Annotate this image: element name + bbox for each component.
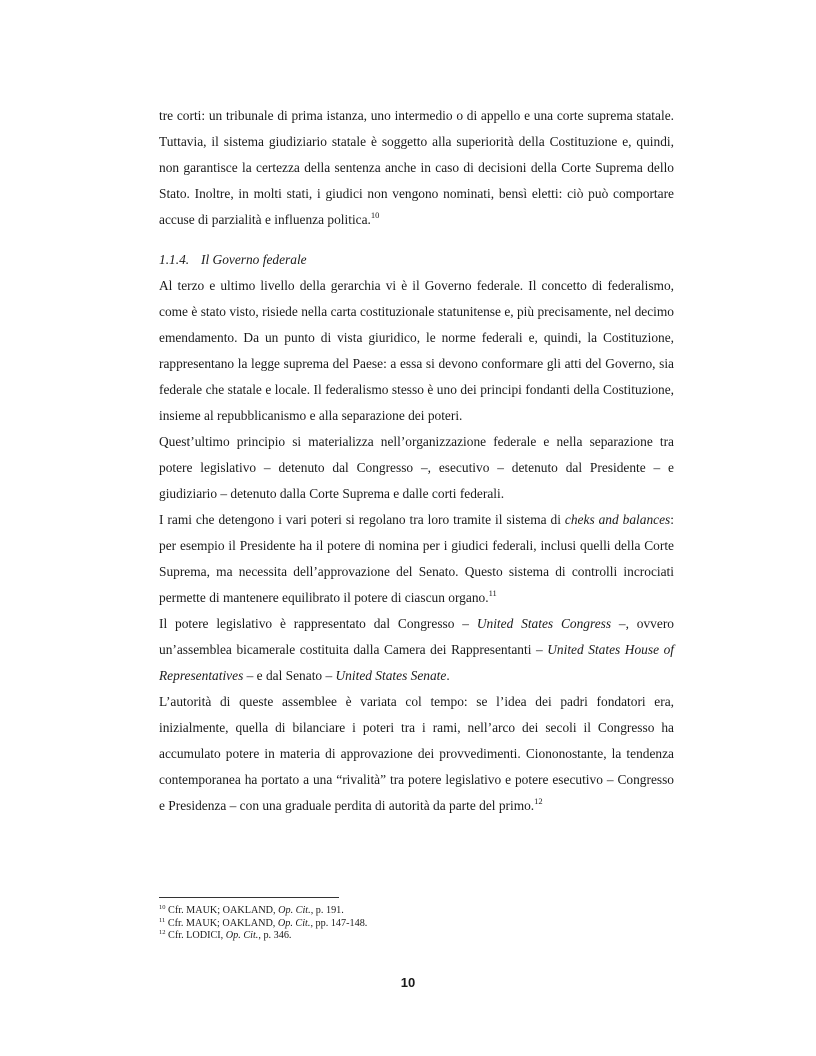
section-title: Il Governo federale	[201, 252, 307, 267]
footnote: $^{10}$ Cfr. MAUK; OAKLAND, Op. Cit., p. 191.	[159, 904, 344, 916]
paragraph: L’autorità di queste assemblee è variata col tempo: se l’idea dei padri fondatori era, inizialmente, quella di bilanciare i poteri tra i rami, nell’arco dei secoli il Congresso ha accumulato potere in materia di approvazione dei provvedimenti. Ciononostante, la tendenza contemporanea ha portato a una “rivalità” tra potere legislativo e potere esecutivo – Congresso e Presidenza – con una graduale perdita di autorità da parte del primo.$^{12}$	[159, 694, 674, 813]
footnotes	[159, 905, 674, 943]
paragraph: Al terzo e ultimo livello della gerarchia vi è il Governo federale. Il concetto di federalismo, come è stato visto, risiede nella carta costituzionale statunitense e, più precisamente, nel decimo emendamento. Da un punto di vista giuridico, le norme federali e, quindi, la Costituzione, rappresentano la legge suprema del Paese: a essa si devono conformare gli atti del Governo, sia federale che statale e locale. Il federalismo stesso è uno dei principi fondanti della Costituzione, insieme al repubblicanismo e alla separazione dei poteri.	[159, 278, 674, 423]
footnote-ref: 11	[488, 588, 497, 598]
page-number: 10	[400, 975, 416, 990]
footnote-ref: 10	[370, 210, 380, 220]
paragraph: Il potere legislativo è rappresentato dal Congresso – United States Congress –, ovvero un’assemblea bicamerale costituita dalla Camera dei Rappresentanti – United States House of Representatives – e dal Senato – United States Senate.	[159, 616, 675, 683]
page-body	[159, 103, 674, 819]
section-heading	[159, 247, 674, 273]
paragraph: I rami che detengono i vari poteri si regolano tra loro tramite il sistema di cheks and balances: per esempio il Presidente ha il potere di nomina per i giudici federali, inclusi quelli della Corte Suprema, ma necessita dell’approvazione del Senato. Questo sistema di controlli incrociati permette di mantenere equilibrato il potere di ciascun organo.$^{11}$	[159, 512, 674, 605]
paragraph: tre corti: un tribunale di prima istanza, uno intermedio o di appello e una corte suprema statale. Tuttavia, il sistema giudiziario statale è soggetto alla superiorità della Costituzione e, quindi, non garantisce la certezza della sentenza anche in caso di decisioni della Corte Suprema dello Stato. Inoltre, in molti stati, i giudici non vengono nominati, bensì eletti: ciò può comportare accuse di parzialità e influenza politica.$^{10}$	[159, 108, 674, 227]
footnote: $^{11}$ Cfr. MAUK; OAKLAND, Op. Cit., pp. 147-148.	[159, 916, 368, 929]
footnote-ref: 12	[534, 796, 543, 806]
paragraph: Quest’ultimo principio si materializza nell’organizzazione federale e nella separazione tra potere legislativo – detenuto dal Congresso –, esecutivo – detenuto dal Presidente – e giudiziario – detenuto dalla Corte Suprema e dalle corti federali.	[159, 434, 674, 501]
footnote: $^{12}$ Cfr. LODICI, Op. Cit., p. 346.	[159, 929, 292, 942]
footnote-separator	[159, 897, 339, 898]
section-number: 1.1.4.	[159, 252, 190, 267]
